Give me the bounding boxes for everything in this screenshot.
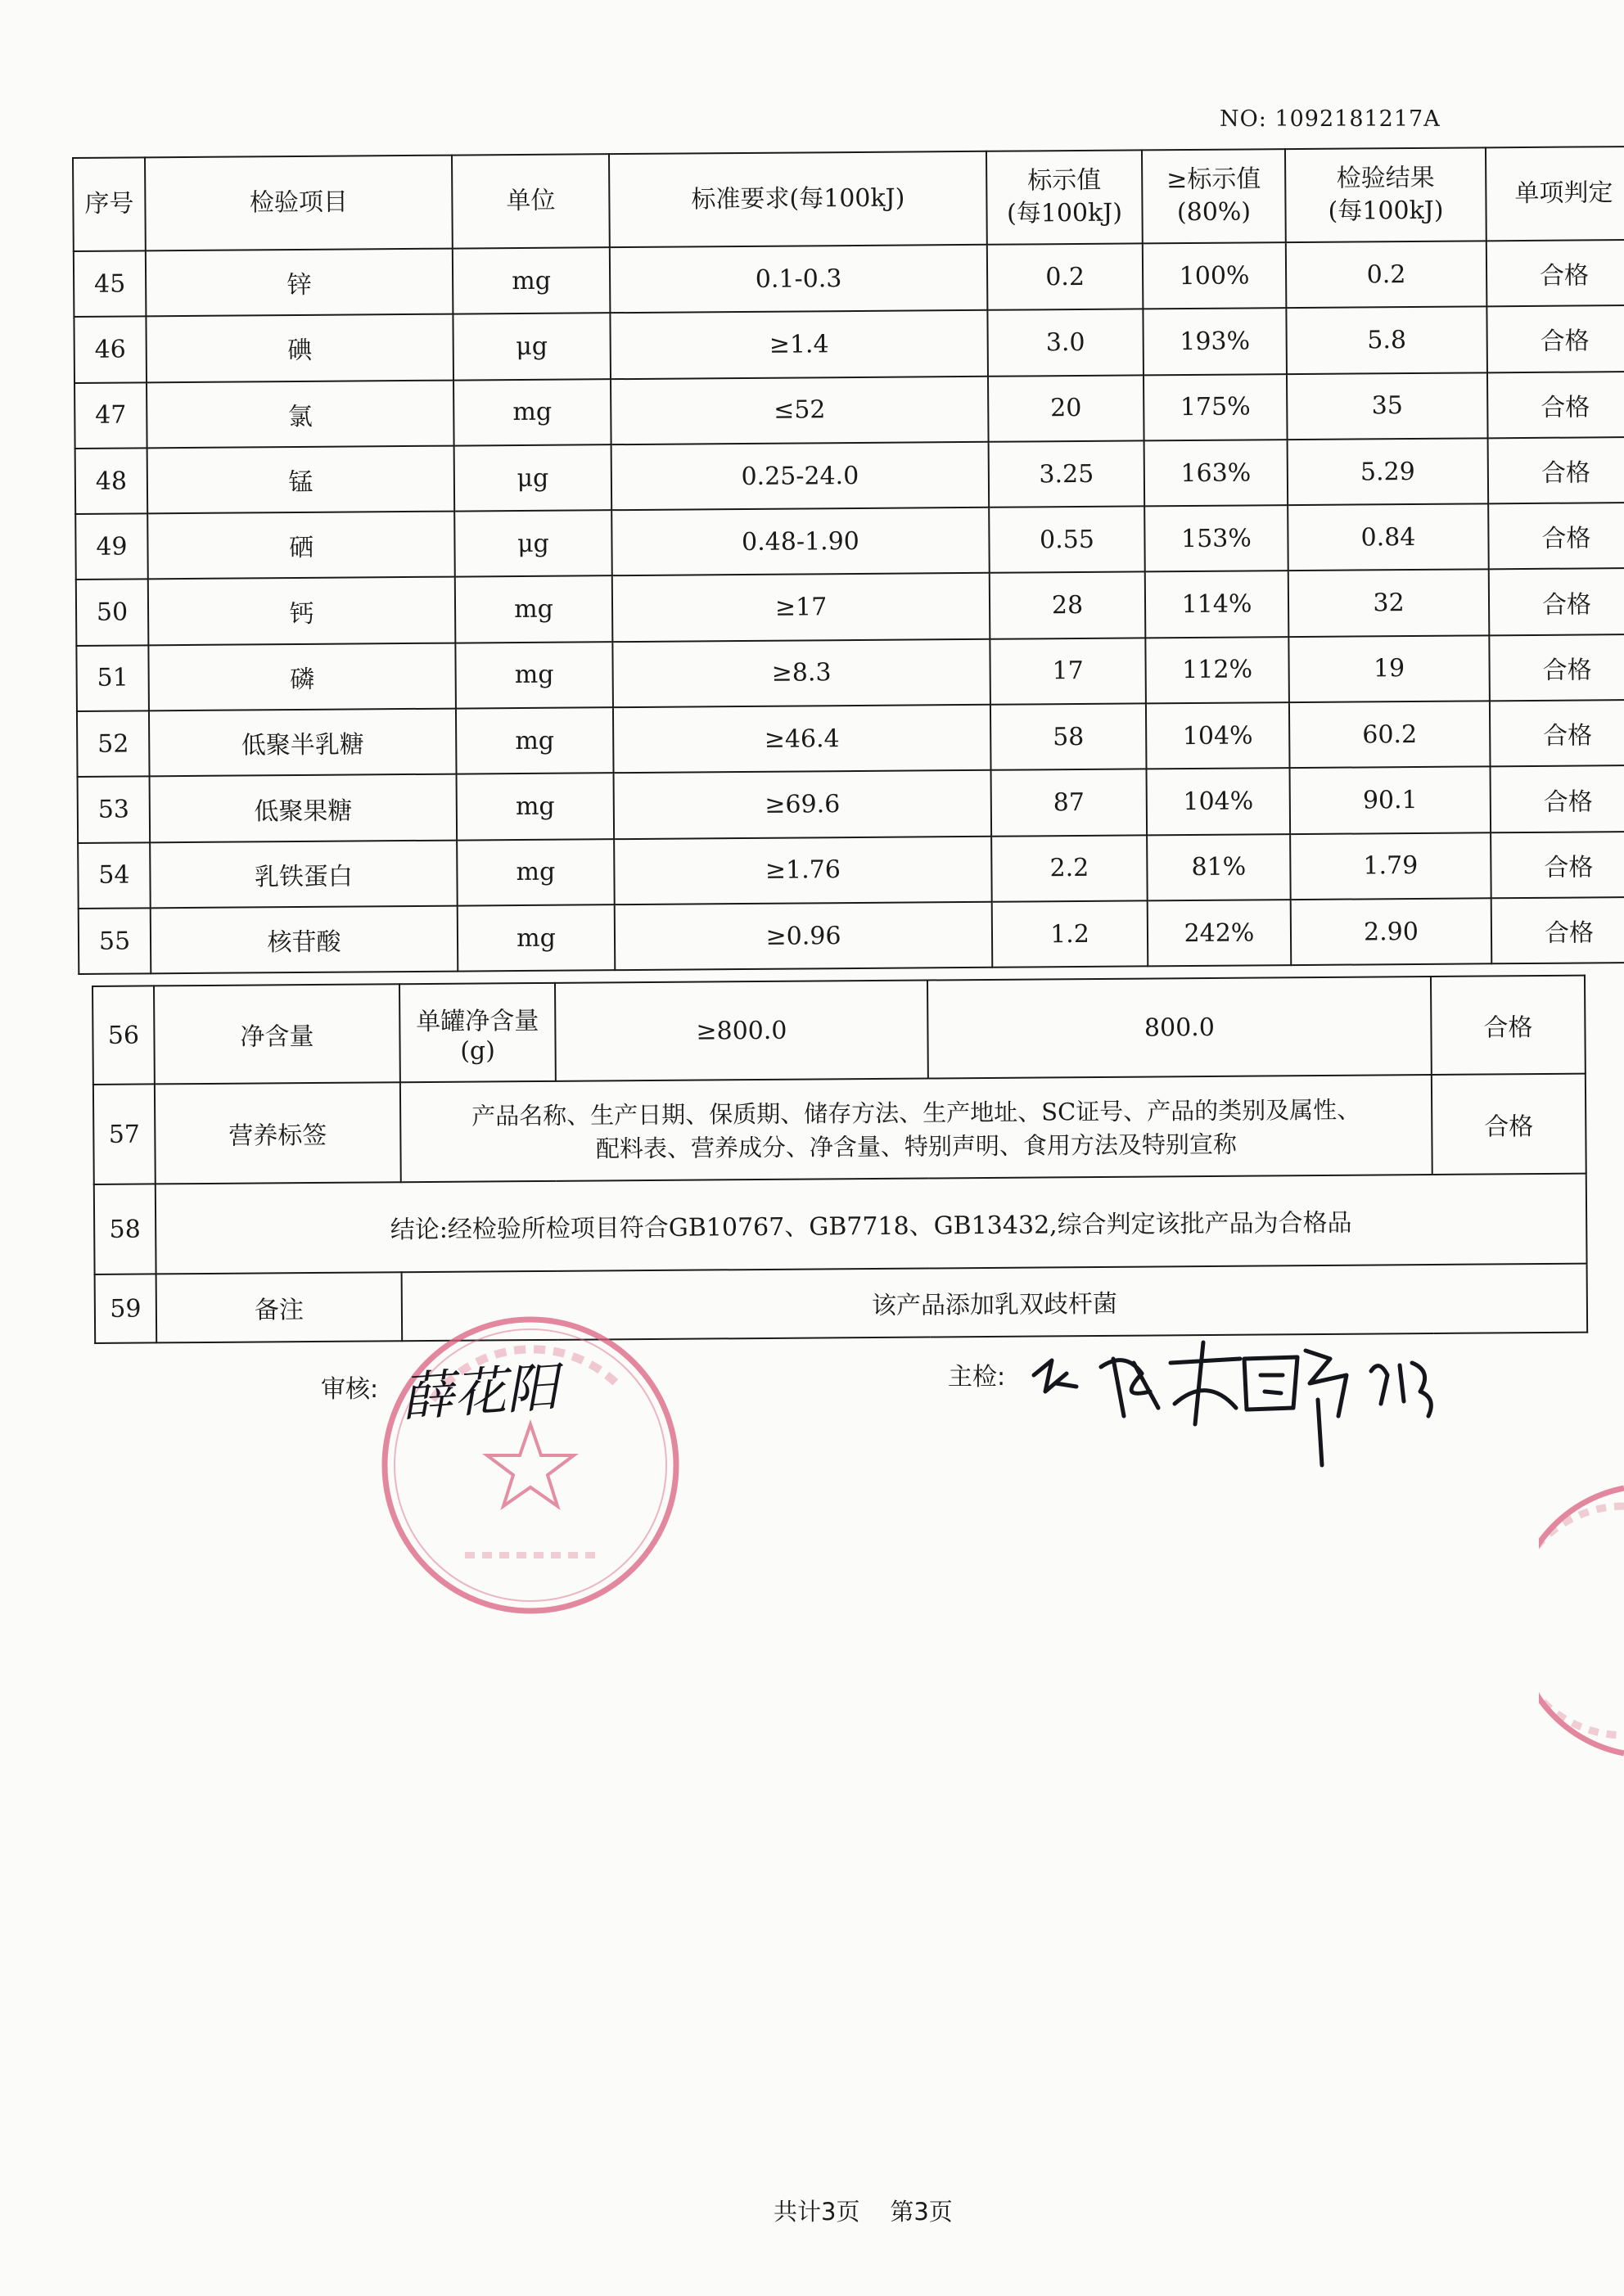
cell-seq: 51 <box>76 645 149 711</box>
cell-unit: mg <box>455 642 613 709</box>
cell-result: 5.29 <box>1288 438 1489 505</box>
cell-seq: 55 <box>79 908 151 974</box>
row-57-content <box>400 1075 1432 1182</box>
table-row <box>76 568 1624 645</box>
cell-standard: ≥8.3 <box>612 639 990 708</box>
row-56-item: 净含量 <box>154 984 400 1084</box>
row-56-subitem-l2: (g) <box>460 1035 496 1066</box>
cell-result: 35 <box>1287 372 1488 440</box>
cell-item: 氯 <box>147 380 454 448</box>
cell-standard: ≥1.4 <box>610 310 988 379</box>
cell-standard: ≥69.6 <box>614 770 992 839</box>
row-57-content-l1: 产品名称、生产日期、保质期、储存方法、生产地址、SC证号、产品的类别及属性、 <box>471 1095 1361 1130</box>
cell-pct: 81% <box>1147 834 1291 901</box>
table-row <box>75 437 1624 514</box>
cell-seq: 48 <box>75 448 148 514</box>
cell-label-value: 1.2 <box>992 900 1148 968</box>
row-57-content-l2: 配料表、营养成分、净含量、特别声明、食用方法及特别宣称 <box>595 1130 1238 1163</box>
table-row <box>74 240 1624 317</box>
header-pct-l1: ≥标示值 <box>1166 165 1261 195</box>
table-row <box>78 765 1624 842</box>
reviewer-label: 审核: <box>321 1375 379 1404</box>
cell-item: 锌 <box>146 249 453 317</box>
row-58 <box>94 1174 1587 1274</box>
page-footer <box>774 2194 953 2227</box>
header-result-l1: 检验结果 <box>1336 163 1435 193</box>
table-row <box>76 634 1624 711</box>
cell-label-value: 87 <box>991 769 1148 837</box>
row-57-item: 营养标签 <box>155 1082 401 1184</box>
row-56-result: 800.0 <box>927 977 1432 1079</box>
cell-label-value: 2.2 <box>991 835 1148 902</box>
cell-result: 5.8 <box>1286 307 1487 374</box>
cell-judgement: 合格 <box>1487 372 1624 439</box>
table-header-row <box>73 147 1624 251</box>
cell-label-value: 17 <box>990 638 1146 705</box>
cell-unit: mg <box>453 247 611 314</box>
report-number: NO: 1092181217A <box>1220 106 1441 132</box>
inspection-results-table <box>72 146 1624 975</box>
cell-standard: 0.25-24.0 <box>611 442 990 511</box>
page-number: 第3页 <box>890 2198 953 2226</box>
cell-item: 碘 <box>146 314 453 382</box>
cell-item: 低聚果糖 <box>150 774 458 842</box>
cell-standard: ≥46.4 <box>613 705 991 774</box>
cell-result: 0.84 <box>1288 504 1489 571</box>
cell-standard: ≤52 <box>611 376 989 444</box>
conclusion-text: 结论:经检验所检项目符合GB10767、GB7718、GB13432,综合判定该批产品为合格品 <box>156 1174 1587 1274</box>
cell-judgement: 合格 <box>1491 897 1624 964</box>
row-58-seq: 58 <box>94 1184 156 1274</box>
cell-result: 19 <box>1288 635 1490 702</box>
table-row <box>74 372 1624 449</box>
cell-result: 90.1 <box>1290 767 1491 834</box>
cell-result: 0.2 <box>1286 241 1487 308</box>
cell-unit: mg <box>457 774 615 841</box>
row-59-item: 备注 <box>156 1272 403 1342</box>
cell-judgement: 合格 <box>1488 503 1624 570</box>
header-label-value-l1: 标示值 <box>1027 165 1102 196</box>
header-seq: 序号 <box>73 157 146 251</box>
cell-result: 1.79 <box>1290 832 1491 900</box>
cell-seq: 53 <box>78 777 151 843</box>
cell-seq: 45 <box>74 250 147 317</box>
cell-seq: 50 <box>76 580 149 646</box>
cell-pct: 163% <box>1144 440 1288 507</box>
cell-label-value: 3.0 <box>987 309 1144 377</box>
header-pct <box>1142 149 1286 243</box>
cell-label-value: 58 <box>990 703 1147 770</box>
cell-pct: 100% <box>1143 242 1287 309</box>
row-56 <box>92 976 1586 1085</box>
cell-item: 乳铁蛋白 <box>150 840 458 908</box>
cell-pct: 104% <box>1146 702 1290 769</box>
cell-judgement: 合格 <box>1491 765 1624 832</box>
row-57-judgement: 合格 <box>1432 1074 1586 1175</box>
cell-judgement: 合格 <box>1486 305 1624 372</box>
inspector-signatures <box>1027 1326 1453 1473</box>
cell-seq: 49 <box>75 514 148 580</box>
cell-unit: mg <box>456 707 614 774</box>
row-59-seq: 59 <box>95 1274 157 1343</box>
header-unit: 单位 <box>452 154 610 248</box>
cell-pct: 153% <box>1144 505 1288 572</box>
header-item: 检验项目 <box>145 156 453 251</box>
cell-standard: ≥1.76 <box>614 836 992 904</box>
cell-item: 锰 <box>147 445 455 513</box>
row-57-seq: 57 <box>93 1084 156 1184</box>
header-label-value-l2: (每100kJ) <box>1006 198 1123 228</box>
table-body <box>74 240 1624 974</box>
cell-unit: μg <box>454 444 612 512</box>
cell-pct: 112% <box>1145 637 1289 704</box>
header-standard: 标准要求(每100kJ) <box>609 151 987 247</box>
cell-unit: mg <box>453 379 611 446</box>
cell-item: 钙 <box>148 577 456 645</box>
cell-standard: 0.48-1.90 <box>611 507 990 576</box>
cell-result: 32 <box>1288 570 1490 637</box>
table-row <box>78 832 1624 909</box>
cell-standard: ≥17 <box>612 573 990 642</box>
cell-judgement: 合格 <box>1486 240 1624 307</box>
header-label-value <box>986 150 1143 244</box>
row-56-subitem <box>399 983 556 1082</box>
cell-item: 磷 <box>148 643 456 710</box>
header-judgement: 单项判定 <box>1486 147 1624 241</box>
cell-unit: μg <box>453 313 611 380</box>
cell-pct: 242% <box>1148 900 1292 967</box>
cell-label-value: 0.55 <box>989 507 1145 574</box>
row-56-standard: ≥800.0 <box>555 981 928 1081</box>
header-pct-l2: (80%) <box>1176 197 1252 228</box>
cell-result: 2.90 <box>1291 898 1492 965</box>
table-row <box>77 700 1624 777</box>
cell-standard: ≥0.96 <box>615 902 993 971</box>
inspector-label: 主检: <box>948 1363 1006 1392</box>
cell-seq: 46 <box>74 317 147 383</box>
cell-label-value: 0.2 <box>987 243 1144 310</box>
cell-seq: 47 <box>74 382 147 449</box>
cell-seq: 52 <box>77 710 150 777</box>
cell-pct: 175% <box>1144 374 1288 441</box>
cell-pct: 104% <box>1147 768 1291 835</box>
header-result <box>1285 147 1486 242</box>
partial-seal <box>1539 1482 1624 1760</box>
cell-item: 核苷酸 <box>151 906 458 974</box>
cell-item: 硒 <box>147 512 455 580</box>
remark-text: 该产品添加乳双歧杆菌 <box>402 1264 1588 1342</box>
row-56-seq: 56 <box>92 986 155 1085</box>
cell-standard: 0.1-0.3 <box>610 245 988 314</box>
cell-judgement: 合格 <box>1490 700 1624 767</box>
cell-pct: 193% <box>1143 308 1287 375</box>
cell-judgement: 合格 <box>1491 832 1624 899</box>
row-56-judgement: 合格 <box>1431 976 1586 1075</box>
header-result-l2: (每100kJ) <box>1328 196 1444 226</box>
cell-label-value: 28 <box>990 572 1146 639</box>
row-56-subitem-l1: 单罐净含量 <box>416 1006 539 1036</box>
cell-judgement: 合格 <box>1488 437 1624 504</box>
cell-judgement: 合格 <box>1489 634 1624 701</box>
table-row <box>74 305 1624 382</box>
cell-seq: 54 <box>78 842 151 909</box>
summary-table <box>92 975 1588 1344</box>
cell-unit: mg <box>458 904 616 972</box>
cell-unit: mg <box>455 576 613 643</box>
cell-label-value: 20 <box>988 375 1144 442</box>
row-57 <box>93 1074 1586 1184</box>
cell-unit: mg <box>457 839 615 906</box>
table-row <box>79 897 1624 974</box>
table-row <box>75 503 1624 580</box>
cell-unit: μg <box>454 510 612 577</box>
cell-judgement: 合格 <box>1489 568 1624 635</box>
cell-item: 低聚半乳糖 <box>149 709 457 777</box>
cell-pct: 114% <box>1145 571 1289 638</box>
reviewer-signature: 薛花阳 <box>399 1357 561 1429</box>
page-total: 共计3页 <box>774 2198 860 2226</box>
cell-label-value: 3.25 <box>989 440 1145 507</box>
cell-result: 60.2 <box>1289 701 1491 768</box>
